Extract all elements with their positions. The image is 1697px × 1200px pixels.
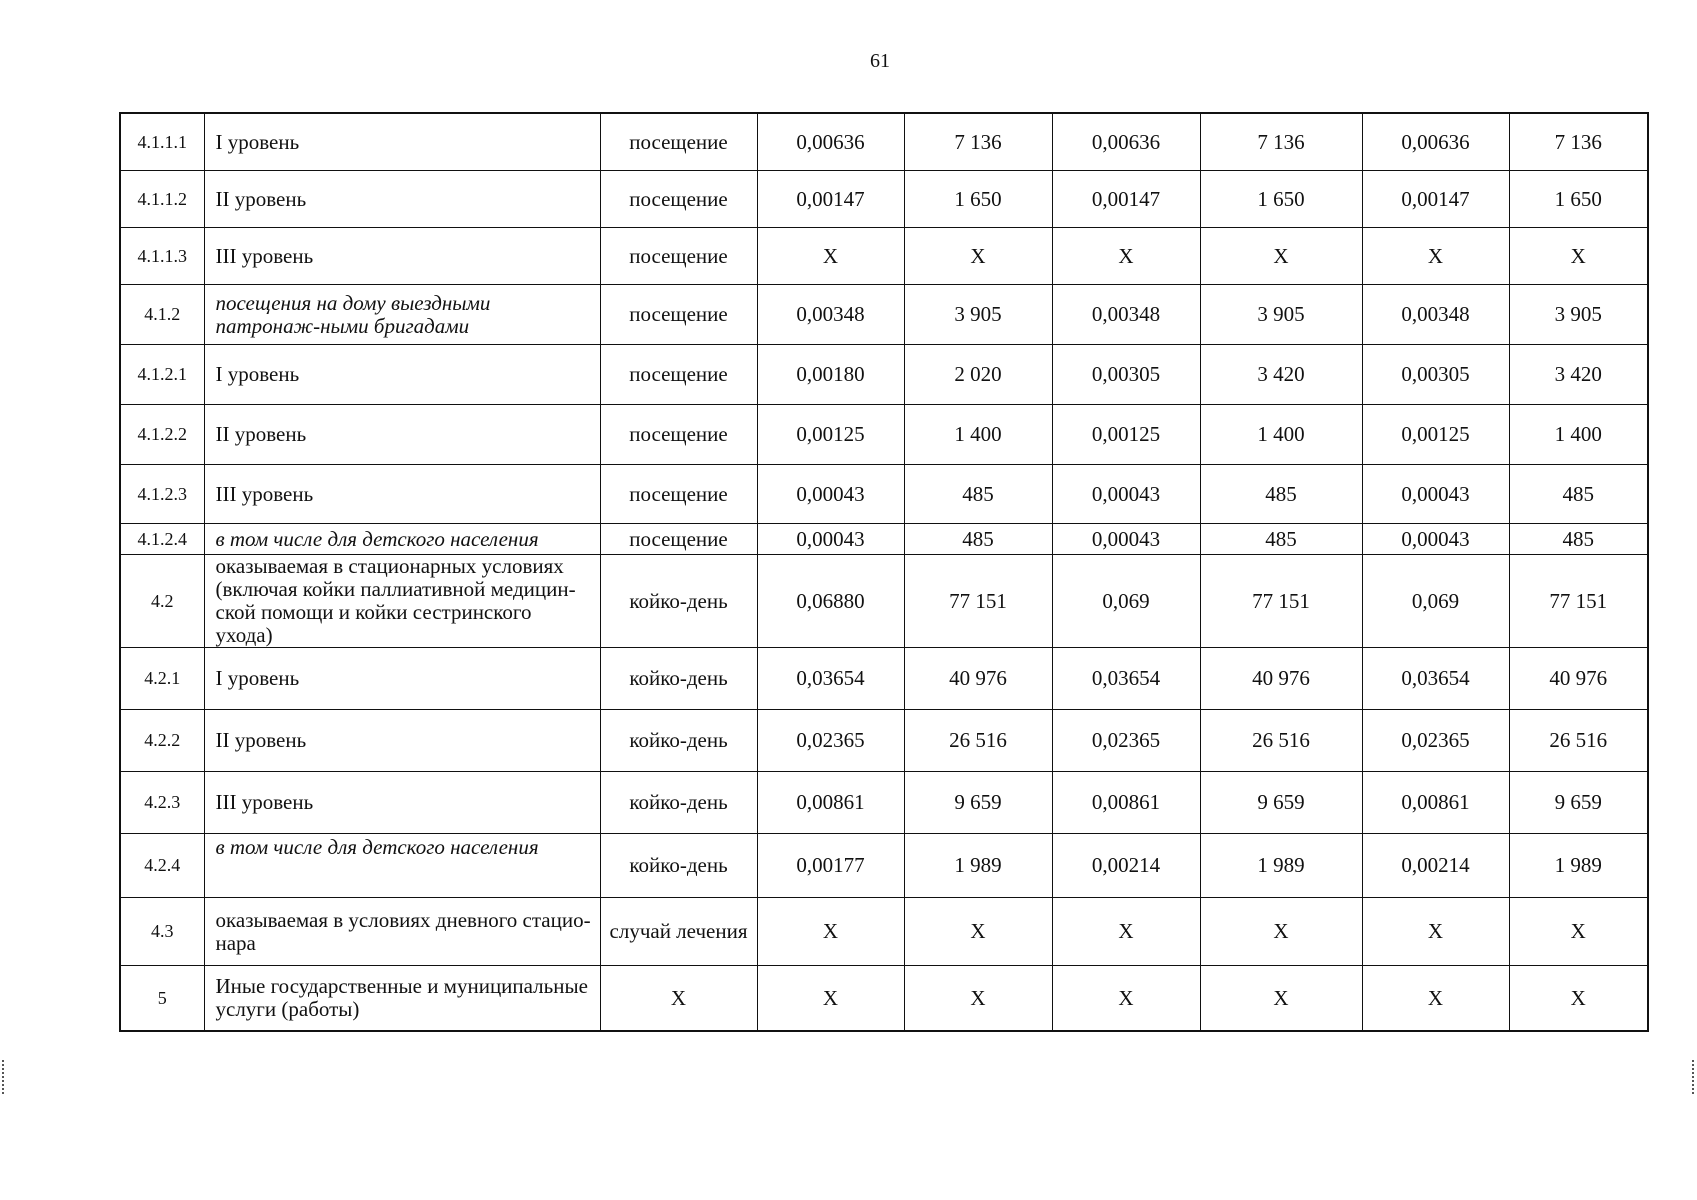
- table-row: [120, 555, 1648, 648]
- row-number: 4.2.3: [120, 772, 204, 834]
- row-value: 40 976: [1200, 648, 1362, 710]
- row-unit: койко-день: [600, 710, 757, 772]
- row-value: 7 136: [1509, 113, 1648, 171]
- row-unit: койко-день: [600, 648, 757, 710]
- row-value: 0,00043: [1052, 524, 1200, 555]
- row-value: 9 659: [904, 772, 1052, 834]
- row-value: 1 400: [1200, 405, 1362, 465]
- row-value: 9 659: [1200, 772, 1362, 834]
- row-value: 0,069: [1362, 555, 1509, 648]
- row-value: 0,03654: [1052, 648, 1200, 710]
- row-value: 1 400: [1509, 405, 1648, 465]
- row-value: 0,00043: [1362, 524, 1509, 555]
- row-value: 9 659: [1509, 772, 1648, 834]
- row-value: Х: [904, 898, 1052, 966]
- row-value: 7 136: [1200, 113, 1362, 171]
- table-row: [120, 772, 1648, 834]
- row-value: 0,00636: [757, 113, 904, 171]
- row-value: Х: [1509, 898, 1648, 966]
- row-value: 0,02365: [757, 710, 904, 772]
- row-value: 0,00177: [757, 834, 904, 898]
- row-number: 4.1.2.1: [120, 345, 204, 405]
- row-unit: койко-день: [600, 772, 757, 834]
- row-number: 4.1.2.2: [120, 405, 204, 465]
- row-value: Х: [757, 966, 904, 1032]
- row-value: 0,00348: [757, 285, 904, 345]
- row-name: I уровень: [204, 345, 600, 405]
- row-name: оказываемая в условиях дневного стацио-нара: [204, 898, 600, 966]
- row-value: 40 976: [904, 648, 1052, 710]
- row-value: 0,00125: [757, 405, 904, 465]
- row-name: III уровень: [204, 228, 600, 285]
- row-number: 4.1.2.4: [120, 524, 204, 555]
- table-row: [120, 648, 1648, 710]
- row-number: 4.2.2: [120, 710, 204, 772]
- row-name: посещения на дому выездными патронаж-ными бригадами: [204, 285, 600, 345]
- row-value: 1 650: [904, 171, 1052, 228]
- row-value: 0,00147: [1362, 171, 1509, 228]
- row-name: Иные государственные и муниципальные услуги (работы): [204, 966, 600, 1032]
- row-value: 1 650: [1200, 171, 1362, 228]
- table-row: [120, 524, 1648, 555]
- row-unit: посещение: [600, 228, 757, 285]
- row-value: Х: [1052, 228, 1200, 285]
- row-number: 4.3: [120, 898, 204, 966]
- row-name: II уровень: [204, 710, 600, 772]
- row-value: 0,00043: [1362, 465, 1509, 524]
- row-number: 4.1.1.1: [120, 113, 204, 171]
- row-value: 40 976: [1509, 648, 1648, 710]
- row-unit: случай лечения: [600, 898, 757, 966]
- scan-edge-mark-right: [1692, 1060, 1697, 1094]
- row-name: в том числе для детского населения: [204, 834, 600, 898]
- row-name: III уровень: [204, 465, 600, 524]
- row-value: 2 020: [904, 345, 1052, 405]
- row-number: 4.1.2.3: [120, 465, 204, 524]
- table-row: [120, 345, 1648, 405]
- row-unit: койко-день: [600, 834, 757, 898]
- row-value: 0,00180: [757, 345, 904, 405]
- row-value: 3 905: [1509, 285, 1648, 345]
- table-row: [120, 710, 1648, 772]
- row-value: 0,00348: [1052, 285, 1200, 345]
- row-value: Х: [1362, 966, 1509, 1032]
- row-value: 0,069: [1052, 555, 1200, 648]
- row-value: 0,00125: [1362, 405, 1509, 465]
- row-value: 485: [1509, 465, 1648, 524]
- row-name: II уровень: [204, 171, 600, 228]
- row-name: оказываемая в стационарных условиях (включая койки паллиативной медицин-ской помощи и койки сестринского ухода): [204, 555, 600, 648]
- row-value: Х: [757, 228, 904, 285]
- row-value: 3 420: [1200, 345, 1362, 405]
- table-row: [120, 113, 1648, 171]
- row-unit: посещение: [600, 405, 757, 465]
- row-value: 0,00348: [1362, 285, 1509, 345]
- table-row: [120, 285, 1648, 345]
- row-value: Х: [1509, 228, 1648, 285]
- row-name: в том числе для детского населения: [204, 524, 600, 555]
- row-value: 0,00861: [757, 772, 904, 834]
- row-value: 0,00043: [757, 465, 904, 524]
- table-row: [120, 834, 1648, 898]
- page-number: 61: [870, 50, 890, 72]
- row-value: 0,00125: [1052, 405, 1200, 465]
- row-number: 4.2.1: [120, 648, 204, 710]
- row-value: 0,06880: [757, 555, 904, 648]
- row-value: 77 151: [1509, 555, 1648, 648]
- row-unit: койко-день: [600, 555, 757, 648]
- row-name: III уровень: [204, 772, 600, 834]
- row-value: 0,03654: [1362, 648, 1509, 710]
- row-value: Х: [904, 228, 1052, 285]
- row-unit: посещение: [600, 171, 757, 228]
- table-row: [120, 171, 1648, 228]
- row-value: 485: [1200, 524, 1362, 555]
- row-value: 26 516: [1200, 710, 1362, 772]
- row-number: 4.2: [120, 555, 204, 648]
- row-name: I уровень: [204, 113, 600, 171]
- row-value: Х: [1052, 966, 1200, 1032]
- row-number: 4.1.2: [120, 285, 204, 345]
- row-value: 1 989: [904, 834, 1052, 898]
- row-value: 77 151: [904, 555, 1052, 648]
- row-value: 0,00861: [1052, 772, 1200, 834]
- row-value: 0,00861: [1362, 772, 1509, 834]
- row-value: 0,00147: [757, 171, 904, 228]
- row-name: I уровень: [204, 648, 600, 710]
- row-value: 1 400: [904, 405, 1052, 465]
- row-value: Х: [1362, 898, 1509, 966]
- row-value: 3 420: [1509, 345, 1648, 405]
- row-unit: посещение: [600, 465, 757, 524]
- row-value: Х: [1362, 228, 1509, 285]
- row-unit: посещение: [600, 345, 757, 405]
- row-unit: Х: [600, 966, 757, 1032]
- row-value: 3 905: [904, 285, 1052, 345]
- row-value: Х: [1200, 966, 1362, 1032]
- row-value: Х: [1200, 228, 1362, 285]
- row-value: Х: [1509, 966, 1648, 1032]
- row-value: Х: [757, 898, 904, 966]
- row-unit: посещение: [600, 524, 757, 555]
- row-value: 1 989: [1509, 834, 1648, 898]
- row-value: 1 989: [1200, 834, 1362, 898]
- row-value: Х: [1052, 898, 1200, 966]
- row-value: 26 516: [904, 710, 1052, 772]
- table-row: [120, 966, 1648, 1032]
- row-value: 0,00043: [1052, 465, 1200, 524]
- row-value: 1 650: [1509, 171, 1648, 228]
- data-table: [119, 112, 1649, 1032]
- row-value: Х: [1200, 898, 1362, 966]
- row-value: 0,00043: [757, 524, 904, 555]
- scan-edge-mark-left: [2, 1060, 7, 1094]
- row-value: 0,00214: [1362, 834, 1509, 898]
- row-number: 4.2.4: [120, 834, 204, 898]
- row-value: 0,00305: [1362, 345, 1509, 405]
- row-value: 0,03654: [757, 648, 904, 710]
- row-value: Х: [904, 966, 1052, 1032]
- row-value: 0,00214: [1052, 834, 1200, 898]
- row-value: 3 905: [1200, 285, 1362, 345]
- row-value: 7 136: [904, 113, 1052, 171]
- table-row: [120, 898, 1648, 966]
- row-value: 0,00636: [1052, 113, 1200, 171]
- row-value: 77 151: [1200, 555, 1362, 648]
- row-unit: посещение: [600, 285, 757, 345]
- row-value: 0,02365: [1362, 710, 1509, 772]
- row-number: 4.1.1.2: [120, 171, 204, 228]
- row-value: 26 516: [1509, 710, 1648, 772]
- row-value: 0,00636: [1362, 113, 1509, 171]
- row-number: 4.1.1.3: [120, 228, 204, 285]
- row-value: 485: [1509, 524, 1648, 555]
- row-unit: посещение: [600, 113, 757, 171]
- data-table-wrapper: [119, 112, 1649, 1032]
- row-value: 0,02365: [1052, 710, 1200, 772]
- row-value: 485: [904, 524, 1052, 555]
- table-row: [120, 465, 1648, 524]
- row-value: 0,00305: [1052, 345, 1200, 405]
- row-number: 5: [120, 966, 204, 1032]
- table-row: [120, 228, 1648, 285]
- row-value: 485: [1200, 465, 1362, 524]
- table-row: [120, 405, 1648, 465]
- row-value: 0,00147: [1052, 171, 1200, 228]
- row-name: II уровень: [204, 405, 600, 465]
- row-value: 485: [904, 465, 1052, 524]
